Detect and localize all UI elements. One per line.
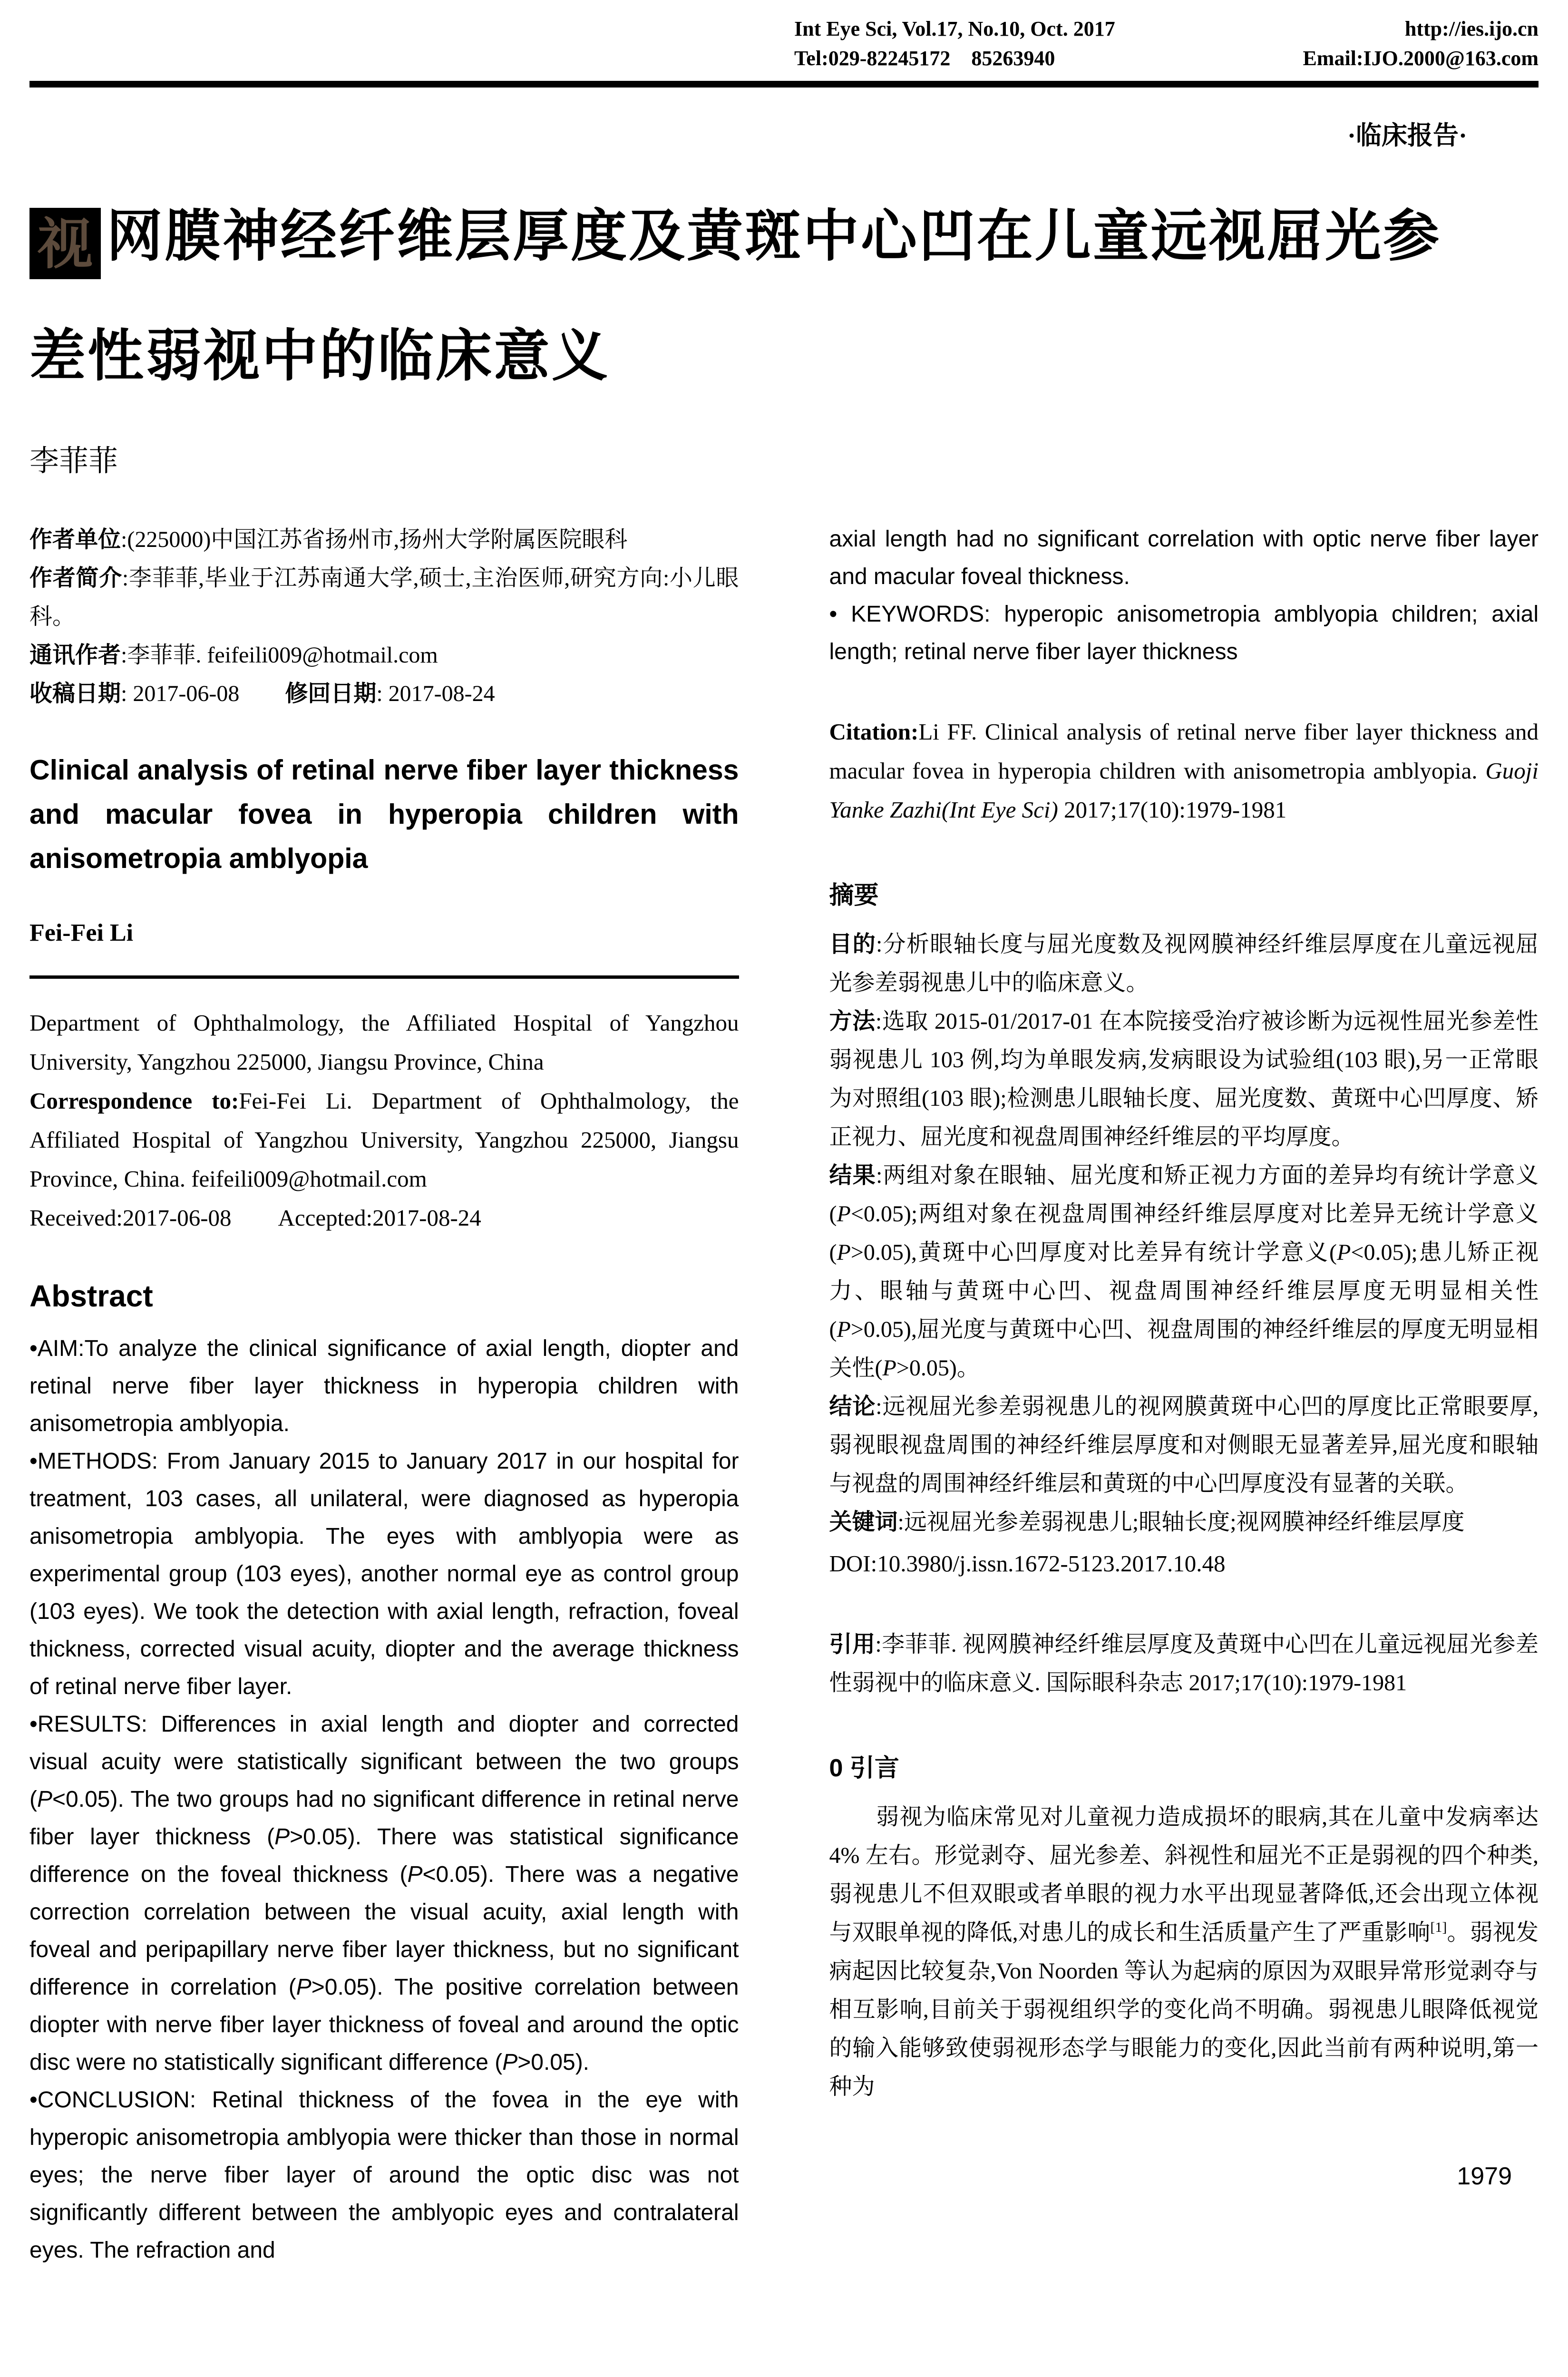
abstract-methods-cn: 方法:选取 2015-01/2017-01 在本院接受治疗被诊断为远视性屈光参差性弱视患儿 103 例,均为单眼发病,发病眼设为试验组(103 眼),另一正常眼为对照组(103 眼);检测患儿眼轴长度、屈光度数、黄斑中心凹厚度、矫正视力、屈光度和视盘周围神经纤维层的平均厚度。 <box>829 1009 1539 1150</box>
title-line1: 网膜神经纤维层厚度及黄斑中心凹在儿童远视屈光参 <box>107 205 1441 268</box>
title-line2: 差性弱视中的临床意义 <box>29 325 610 388</box>
masthead-row-2 <box>794 44 1539 73</box>
citation-en: Citation:Li FF. Clinical analysis of retinal nerve fiber layer thickness and macular fovea in hyperopia children with anisometropia amblyopia. Guoji Yanke Zazhi(Int Eye Sci) 2017;17(10):1979-1981 <box>829 719 1539 823</box>
citation-cn: 引用:李菲菲. 视网膜神经纤维层厚度及黄斑中心凹在儿童远视屈光参差性弱视中的临床意义. 国际眼科杂志 2017;17(10):1979-1981 <box>829 1632 1539 1695</box>
masthead-journal-line: Int Eye Sci, Vol.17, No.10, Oct. 2017 <box>794 17 1115 40</box>
header-rule <box>29 81 1539 88</box>
abstract-heading-cn: 摘要 <box>829 882 879 909</box>
article-title-cn <box>29 176 1539 416</box>
affiliation-en: Department of Ophthalmology, the Affiliated Hospital of Yangzhou University, Yangzhou 225000, Jiangsu Province, China <box>29 1010 739 1075</box>
left-column <box>29 520 739 2269</box>
author-en: Fei-Fei Li <box>29 919 134 946</box>
correspondence-en: Correspondence to:Fei-Fei Li. Department of Ophthalmology, the Affiliated Hospital of Yangzhou University, Yangzhou 225000, Jiangsu Province, China. feifeili009@hotmail.com <box>29 1088 739 1192</box>
abstract-results-cn: 结果:两组对象在眼轴、屈光度和矫正视力方面的差异均有统计学意义(P<0.05);两组对象在视盘周围神经纤维层厚度对比差异无统计学意义(P>0.05),黄斑中心凹厚度对比差异有统计学意义(P<0.05);患儿矫正视力、眼轴与黄斑中心凹、视盘周围神经纤维层厚度无明显相关性(P>0.05),屈光度与黄斑中心凹、视盘周围的神经纤维层的厚度无明显相关性(P>0.05)。 <box>829 1163 1539 1381</box>
title-author-cn: 李菲菲 <box>29 445 118 477</box>
corresponding-author-cn: 通讯作者:李菲菲. feifeili009@hotmail.com <box>29 643 438 668</box>
page-number: 1979 <box>1457 2163 1512 2190</box>
dates-cn: 收稿日期: 2017-06-08 修回日期: 2017-08-24 <box>29 681 495 706</box>
abstract-results-en: •RESULTS: Differences in axial length and diopter and corrected visual acuity were statistically significant between the two groups (P<0.05). The two groups had no significant difference in retinal nerve fiber layer thickness (P>0.05). There was statistical significance difference on the foveal thickness (P<0.05). There was a negative correction correlation between the visual acuity, axial length with foveal and peripapillary nerve fiber layer thickness, but no significant difference in correlation (P>0.05). The positive correlation between diopter with nerve fiber layer thickness of foveal and around the optic disc were no statistically significant difference (P>0.05). <box>29 1712 739 2075</box>
right-column <box>829 520 1539 2269</box>
abstract-conclusion-en: •CONCLUSION: Retinal thickness of the fovea in the eye with hyperopic anisometropia amblyopia were thicker than those in normal eyes; the nerve fiber layer of around the optic disc was not significantly different between the amblyopic eyes and contralateral eyes. The refraction and <box>29 2087 739 2263</box>
keywords-en: • KEYWORDS: hyperopic anisometropia amblyopia children; axial length; retinal nerve fiber layer thickness <box>829 602 1539 664</box>
masthead <box>794 14 1539 73</box>
received-accepted-en: Received:2017-06-08 Accepted:2017-08-24 <box>29 1205 481 1231</box>
divider-rule <box>29 975 739 979</box>
title-dropcap: 视 <box>29 208 101 279</box>
intro-heading: 0 引言 <box>829 1754 899 1782</box>
author-bio-cn: 作者简介:李菲菲,毕业于江苏南通大学,硕士,主治医师,研究方向:小儿眼科。 <box>29 565 739 629</box>
article-title-en: Clinical analysis of retinal nerve fiber layer thickness and macular fovea in hyperopia children with anisometropia amblyopia <box>29 754 739 874</box>
abstract-conclusion-continued: axial length had no significant correlation with optic nerve fiber layer and macular foveal thickness. <box>829 526 1539 589</box>
masthead-email: Email:IJO.2000@163.com <box>1303 47 1539 70</box>
abstract-conclusion-cn: 结论:远视屈光参差弱视患儿的视网膜黄斑中心凹的厚度比正常眼要厚,弱视眼视盘周围的神经纤维层厚度和对侧眼无显著差异,屈光度和眼轴与视盘的周围神经纤维层和黄斑的中心凹厚度没有显著的关联。 <box>829 1394 1539 1496</box>
keywords-cn: 关键词:远视屈光参差弱视患儿;眼轴长度;视网膜神经纤维层厚度 <box>829 1510 1465 1535</box>
doi-line: DOI:10.3980/j.issn.1672-5123.2017.10.48 <box>829 1550 1226 1577</box>
two-column-body <box>29 520 1539 2269</box>
intro-paragraph: 弱视为临床常见对儿童视力造成损坏的眼病,其在儿童中发病率达 4% 左右。形觉剥夺、屈光参差、斜视性和屈光不正是弱视的四个种类,弱视患儿不但双眼或者单眼的视力水平出现显著降低,还会出现立体视与双眼单视的降低,对患儿的成长和生活质量产生了严重影响[1]。弱视发病起因比较复杂,Von Noorden 等认为起病的原因为双眼异常形觉剥夺与相互影响,目前关于弱视组织学的变化尚不明确。弱视患儿眼降低视觉的输入能够致使弱视形态学与眼能力的变化,因此当前有两种说明,第一种为 <box>829 1804 1539 2099</box>
abstract-aim-en: •AIM:To analyze the clinical significance of axial length, diopter and retinal nerve fiber layer thickness in hyperopia children with anisometropia amblyopia. <box>29 1336 739 1436</box>
masthead-url: http://ies.ijo.cn <box>1404 17 1539 40</box>
abstract-methods-en: •METHODS: From January 2015 to January 2017 in our hospital for treatment, 103 cases, all unilateral, were diagnosed as hyperopia anisometropia amblyopia. The eyes with amblyopia were as experimental group (103 eyes), another normal eye as control group (103 eyes). We took the detection with axial length, refraction, foveal thickness, corrected visual acuity, diopter and the average thickness of retinal nerve fiber layer. <box>29 1449 739 1699</box>
masthead-tel: Tel:029-82245172 85263940 <box>794 47 1055 70</box>
abstract-aim-cn: 目的:分析眼轴长度与屈光度数及视网膜神经纤维层厚度在儿童远视屈光参差弱视患儿中的临床意义。 <box>829 932 1539 995</box>
abstract-heading-en: Abstract <box>29 1279 153 1313</box>
masthead-row-1 <box>794 14 1539 44</box>
section-label: ·临床报告· <box>1347 121 1467 150</box>
author-affiliation-cn: 作者单位:(225000)中国江苏省扬州市,扬州大学附属医院眼科 <box>29 527 628 552</box>
